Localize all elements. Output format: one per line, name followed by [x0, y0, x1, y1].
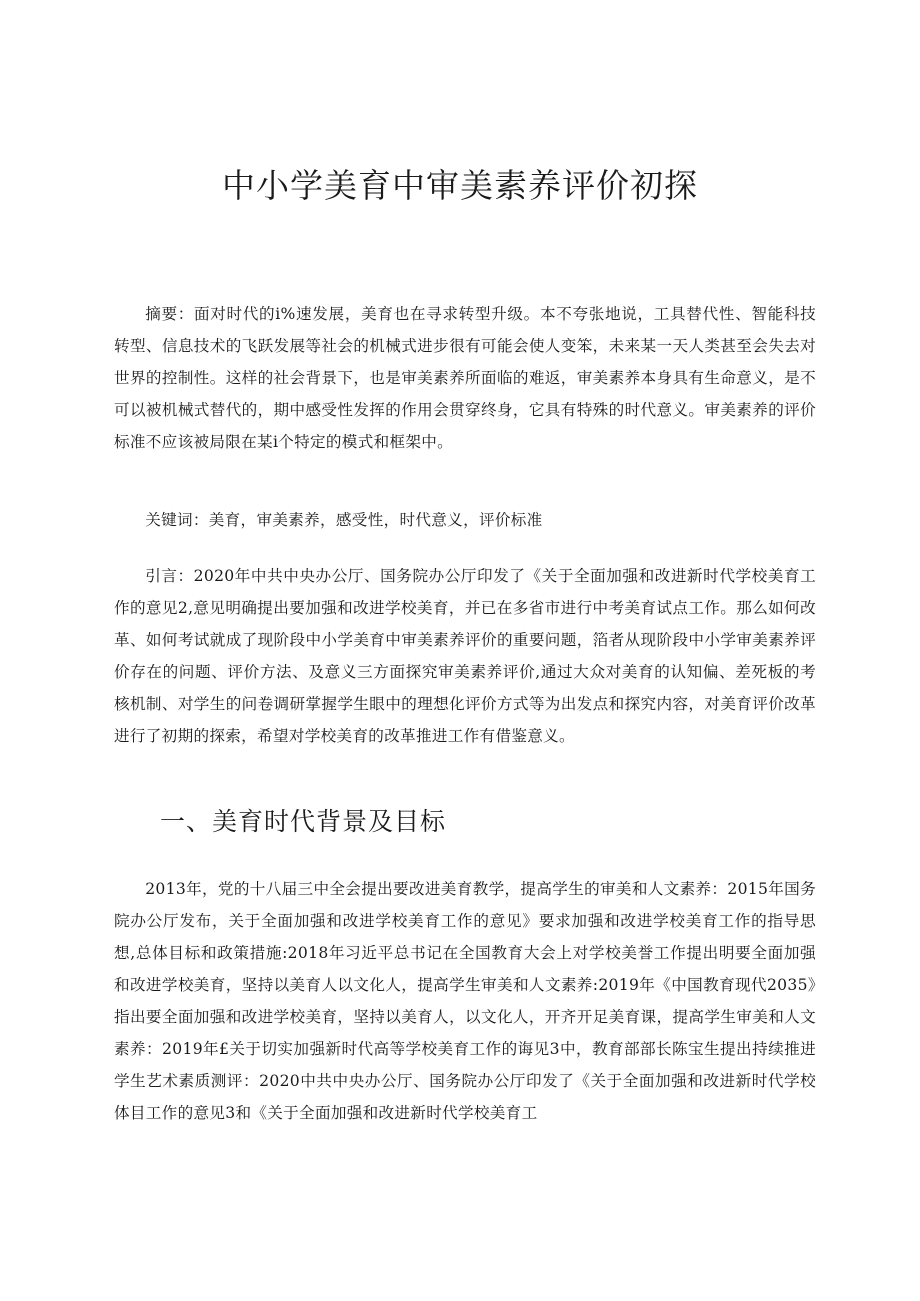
keywords-paragraph: 关键词：美育，审美素养，感受性，时代意义，评价标准 [145, 511, 543, 529]
keywords-block [114, 504, 816, 536]
abstract-block [114, 298, 816, 458]
section-body [114, 873, 816, 1129]
abstract-paragraph: 摘要：面对时代的i%速发展，美育也在寻求转型升级。本不夸张地说，工具替代性、智能科技转型、信息技术的飞跃发展等社会的机械式进步很有可能会使人变笨，未来某一天人类甚至会失去对世界的控制性。这样的社会背景下，也是审美素养所面临的难返，审美素养本身具有生命意义，是不可以被机械式替代的，期中感受性发挥的作用会贯穿终身，它具有特殊的时代意义。审美素养的评价标准不应该被局限在某i个特定的模式和框架中。 [114, 305, 816, 451]
document-title: 中小学美育中审美素养评价初探 [222, 166, 698, 205]
introduction-paragraph: 引言：2020年中共中央办公厅、国务院办公厅印发了《关于全面加强和改进新时代学校美育工作的意见2,意见明确提出要加强和改进学校美育，并已在多省市进行中考美育试点工作。那么如何改革、如何考试就成了现阶段中小学美育中审美素养评价的重要问题，箔者从现阶段中小学审美素养评价存在的问题、评价方法、及意义三方面探究审美素养评价,通过大众对美育的认知偏、差死板的考核机制、对学生的问卷调研掌握学生眼中的理想化评价方式等为出发点和探究内容，对美育评价改革进行了初期的探索，希望对学校美育的改革推进工作有借鉴意义。 [114, 567, 816, 745]
section-heading: 一、美育时代背景及目标 [160, 807, 447, 836]
introduction-block [114, 560, 816, 752]
section-paragraph: 2013年，党的十八届三中全会提出要改进美育教学，提高学生的审美和人文素养：2015年国务院办公厅发布，关于全面加强和改进学校美育工作的意见》要求加强和改进学校美育工作的指导思想,总体目标和政策措施:2018年习近平总书记在全国教育大会上对学校美誉工作提出明要全面加强和改进学校美育，坚持以美育人以文化人，提高学生审美和人文素养:2019年《中国教育现代2035》指出要全面加强和改进学校美育，坚持以美育人，以文化人，开齐开足美育课，提高学生审美和人文素养：2019年£关于切实加强新时代高等学校美育工作的诲见3中，教育部部长陈宝生提出持续推进学生艺术素质测评：2020中共中央办公厅、国务院办公厅印发了《关于全面加强和改进新时代学校体目工作的意见3和《关于全面加强和改进新时代学校美育工 [114, 880, 816, 1122]
